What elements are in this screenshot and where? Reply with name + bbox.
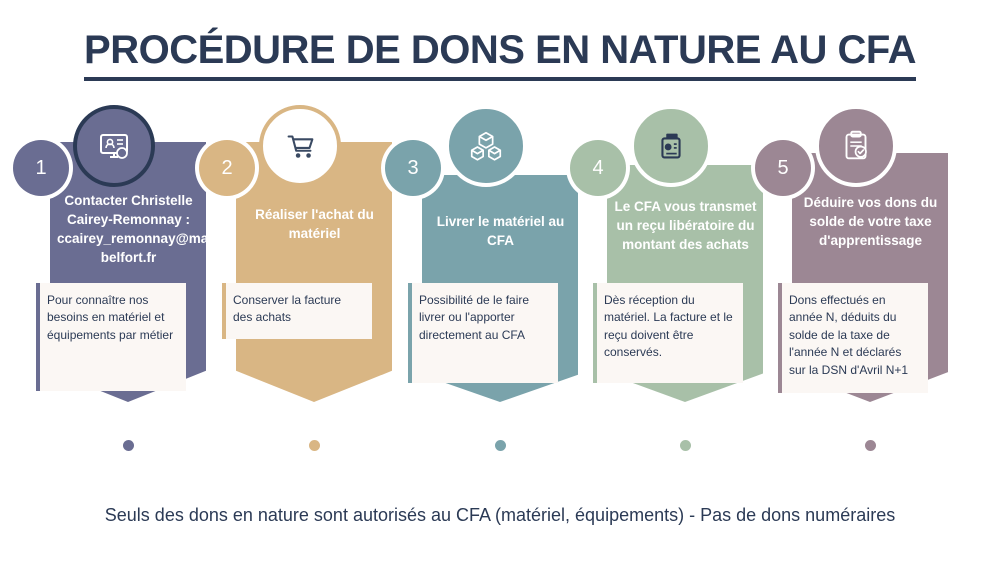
step-5-dot	[865, 440, 876, 451]
step-5-note-text: Dons effectués en année N, déduits du solde de la taxe de l'année N et déclarés sur la DSN d'Avril N+1	[789, 293, 909, 377]
boxes-icon	[445, 105, 527, 187]
step-2-number: 2	[199, 140, 255, 196]
step-5-note	[778, 283, 928, 393]
footer-note: Seuls des dons en nature sont autorisés au CFA (matériel, équipements) - Pas de dons numéraires	[104, 505, 896, 525]
step-1-note-text: Pour connaître nos besoins en matériel et équipements par métier	[47, 293, 174, 342]
step-4-number: 4	[570, 140, 626, 196]
step-1-title: Contacter Christelle Cairey-Remonnay : ccairey_remonnay@mairie-belfort.fr	[57, 193, 234, 266]
step-3-note-text: Possibilité de le faire livrer ou l'apporter directement au CFA	[419, 293, 530, 342]
steps-container	[0, 105, 1000, 465]
step-4-title: Le CFA vous transmet un reçu libératoire du montant des achats	[614, 199, 757, 253]
step-4-note	[593, 283, 743, 383]
step-3-number: 3	[385, 140, 441, 196]
clipboard-check-icon	[815, 105, 897, 187]
step-2-title: Réaliser l'achat du matériel	[255, 207, 374, 242]
step-4-dot	[680, 440, 691, 451]
step-3-title: Livrer le matériel au CFA	[436, 214, 565, 249]
step-4-note-text: Dès réception du matériel. La facture et le reçu doivent être conservés.	[604, 293, 733, 360]
step-2-dot	[309, 440, 320, 451]
step-3-note	[408, 283, 558, 383]
step-1-note	[36, 283, 186, 391]
monitor-user-icon	[73, 105, 155, 187]
step-1-dot	[123, 440, 134, 451]
page-title-text: PROCÉDURE DE DONS EN NATURE AU CFA	[84, 28, 916, 81]
step-2-note	[222, 283, 372, 339]
receipt-printer-icon	[630, 105, 712, 187]
page-title	[0, 28, 1000, 81]
shopping-cart-icon	[259, 105, 341, 187]
step-5-number: 5	[755, 140, 811, 196]
step-3-dot	[495, 440, 506, 451]
step-2-note-text: Conserver la facture des achats	[233, 293, 342, 325]
step-1-number: 1	[13, 140, 69, 196]
step-5-title: Déduire vos dons du solde de votre taxe d'apprentissage	[803, 195, 938, 249]
